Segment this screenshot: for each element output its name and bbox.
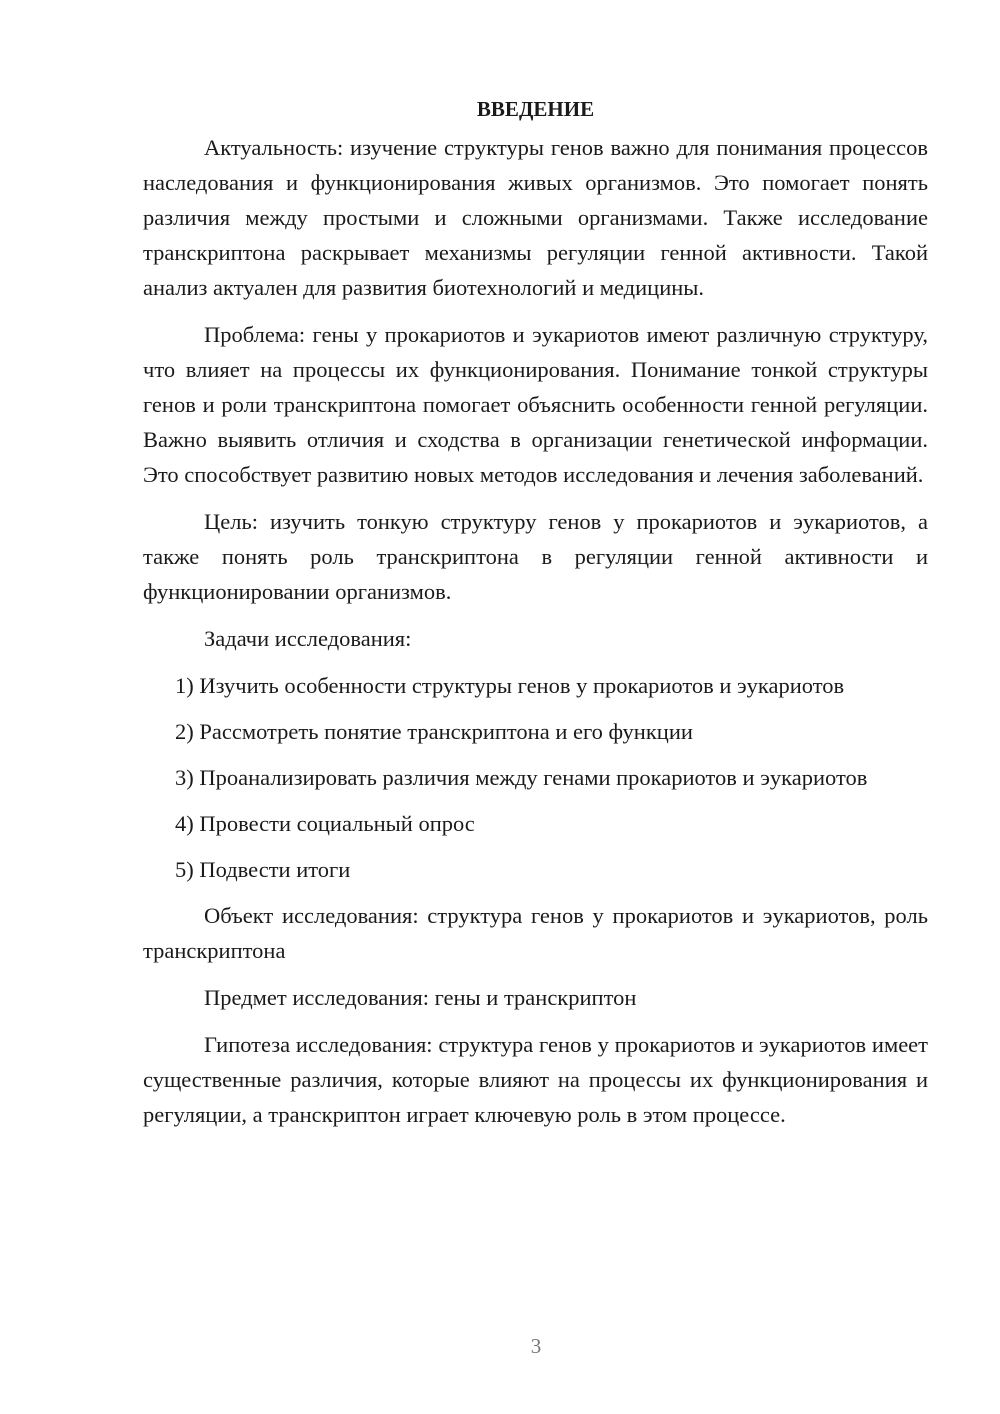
tasks-list (143, 668, 928, 887)
paragraph-goal: Цель: изучить тонкую структуру генов у прокариотов и эукариотов, а также понять роль транскриптона в регуляции генной активности и функционировании организмов. (143, 509, 928, 604)
paragraph-hypothesis: Гипотеза исследования: структура генов у прокариотов и эукариотов имеет существенные различия, которые влияют на процессы их функционирования и регуляции, а транскриптон играет ключевую роль в этом процессе. (143, 1032, 928, 1127)
paragraph-subject: Предмет исследования: гены и транскриптон (204, 985, 637, 1010)
list-item: 5) Подвести итоги (175, 857, 351, 882)
list-item: 2) Рассмотреть понятие транскриптона и его функции (175, 719, 693, 744)
paragraph-tasks-title: Задачи исследования: (204, 626, 412, 651)
list-item: 4) Провести социальный опрос (175, 811, 475, 836)
paragraph-object: Объект исследования: структура генов у прокариотов и эукариотов, роль транскриптона (143, 903, 928, 963)
paragraph-problem: Проблема: гены у прокариотов и эукариотов имеют различную структуру, что влияет на процессы их функционирования. Понимание тонкой структуры генов и роли транскриптона помогает объяснить особенности генной регуляции. Важно выявить отличия и сходства в организации генетической информации. Это способствует развитию новых методов исследования и лечения заболеваний. (143, 322, 928, 487)
section-heading: ВВЕДЕНИЕ (476, 97, 595, 121)
page-number: 3 (530, 1334, 542, 1358)
list-item: 1) Изучить особенности структуры генов у прокариотов и эукариотов (175, 673, 845, 698)
paragraph-relevance: Актуальность: изучение структуры генов важно для понимания процессов наследования и функционирования живых организмов. Это помогает понять различия между простыми и сложными организмами. Также исследование транскриптона раскрывает механизмы регуляции генной активности. Такой анализ актуален для развития биотехнологий и медицины. (143, 135, 928, 300)
page-content (143, 92, 928, 1144)
list-item: 3) Проанализировать различия между генами прокариотов и эукариотов (175, 765, 868, 790)
